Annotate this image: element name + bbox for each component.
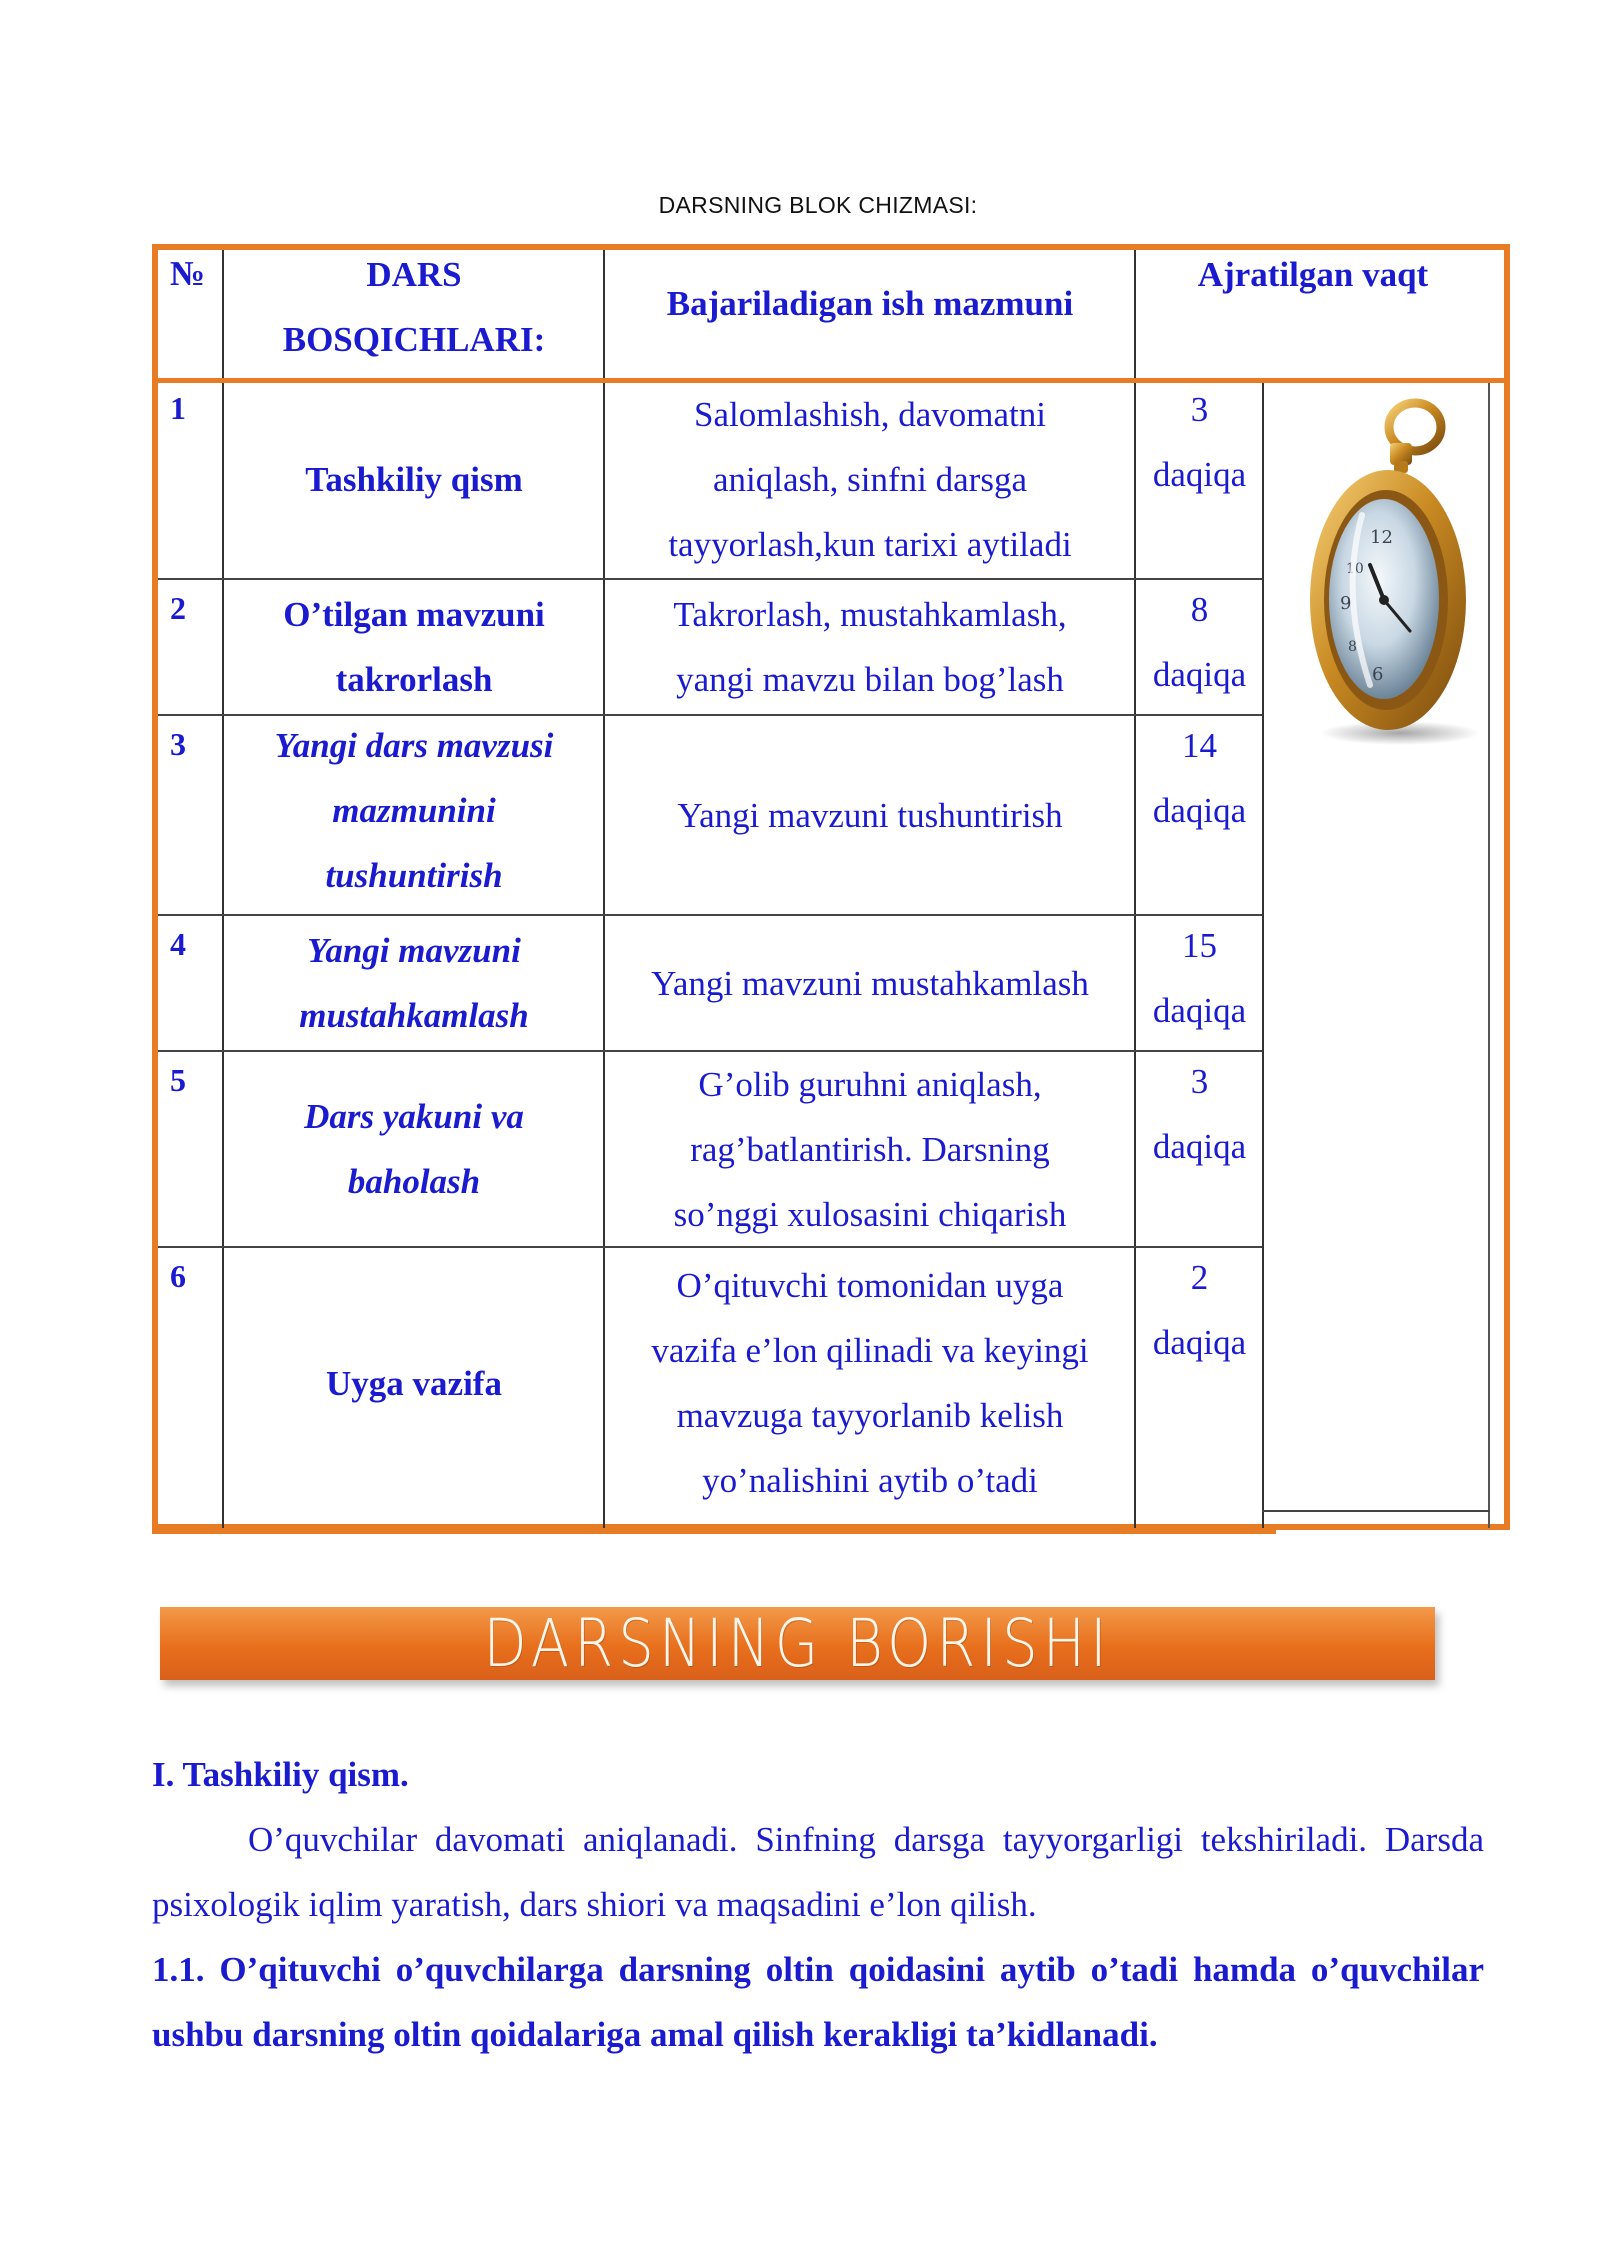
- section-paragraph: O’quvchilar davomati aniqlanadi. Sinfning darsga tayyorgarligi tekshiriladi. Darsda psixologik iqlim yaratish, dars shiori va maqsadini e’lon qilish.: [152, 1820, 1484, 1924]
- header-stages: DARS BOSQICHLARI:: [282, 255, 546, 359]
- content-cell: O’qituvchi tomonidan uyga vazifa e’lon qilinadi va keyingi mavzuga tayyorlanib kelish yo’nalishini aytib o’tadi: [651, 1266, 1089, 1500]
- row-number: 2: [170, 590, 186, 626]
- row-number: 6: [170, 1258, 186, 1294]
- content-cell: Takrorlash, mustahkamlash, yangi mavzu bilan bog’lash: [673, 595, 1067, 699]
- time-cell: 3 daqiqa: [1152, 1062, 1247, 1166]
- svg-text:9: 9: [1340, 593, 1352, 614]
- content-cell: G’olib guruhni aniqlash, rag’batlantirish. Darsning so’nggi xulosasini chiqarish: [673, 1064, 1067, 1234]
- stage-cell: Dars yakuni va baholash: [304, 1097, 524, 1201]
- stage-cell: Uyga vazifa: [326, 1363, 502, 1403]
- row-number: 5: [170, 1062, 186, 1098]
- content-cell: Yangi mavzuni tushuntirish: [677, 795, 1063, 835]
- row-number: 1: [170, 390, 186, 426]
- time-cell: 8 daqiqa: [1152, 590, 1247, 694]
- table-bottom-border: [152, 1528, 1276, 1534]
- section-banner: [160, 1607, 1435, 1680]
- stage-cell: Yangi mavzuni mustahkamlash: [299, 931, 529, 1035]
- stage-cell: Yangi dars mavzusi mazmunini tushuntirish: [274, 726, 554, 895]
- time-cell: 14 daqiqa: [1152, 726, 1247, 830]
- time-cell: 2 daqiqa: [1152, 1258, 1247, 1362]
- svg-text:10: 10: [1346, 561, 1364, 577]
- svg-text:12: 12: [1370, 527, 1393, 548]
- time-cell: 15 daqiqa: [1152, 926, 1247, 1030]
- pocket-watch-icon: [1300, 395, 1480, 755]
- content-cell: Yangi mavzuni mustahkamlash: [651, 963, 1089, 1003]
- section-heading: I. Tashkiliy qism.: [152, 1755, 409, 1794]
- row-number: 3: [170, 726, 186, 762]
- stage-cell: O’tilgan mavzuni takrorlash: [283, 595, 545, 699]
- header-time: Ajratilgan vaqt: [1197, 255, 1429, 294]
- svg-text:6: 6: [1372, 664, 1384, 685]
- page-title: DARSNING BLOK CHIZMASI:: [658, 192, 978, 218]
- stage-cell: Tashkiliy qism: [305, 459, 523, 499]
- svg-text:8: 8: [1348, 639, 1357, 655]
- banner-title: DARSNING BORISHI: [483, 1605, 1112, 1682]
- time-cell: 3 daqiqa: [1152, 390, 1247, 494]
- row-number: 4: [170, 926, 186, 962]
- section-subpoint: 1.1. O’qituvchi o’quvchilarga darsning oltin qoidasini aytib o’tadi hamda o’quvchilar ushbu darsning oltin qoidalariga amal qilish kerakligi ta’kidlanadi.: [152, 1950, 1484, 2054]
- content-cell: Salomlashish, davomatni aniqlash, sinfni darsga tayyorlash,kun tarixi aytiladi: [668, 394, 1072, 564]
- header-content: Bajariladigan ish mazmuni: [666, 283, 1074, 323]
- header-number: №: [170, 254, 206, 293]
